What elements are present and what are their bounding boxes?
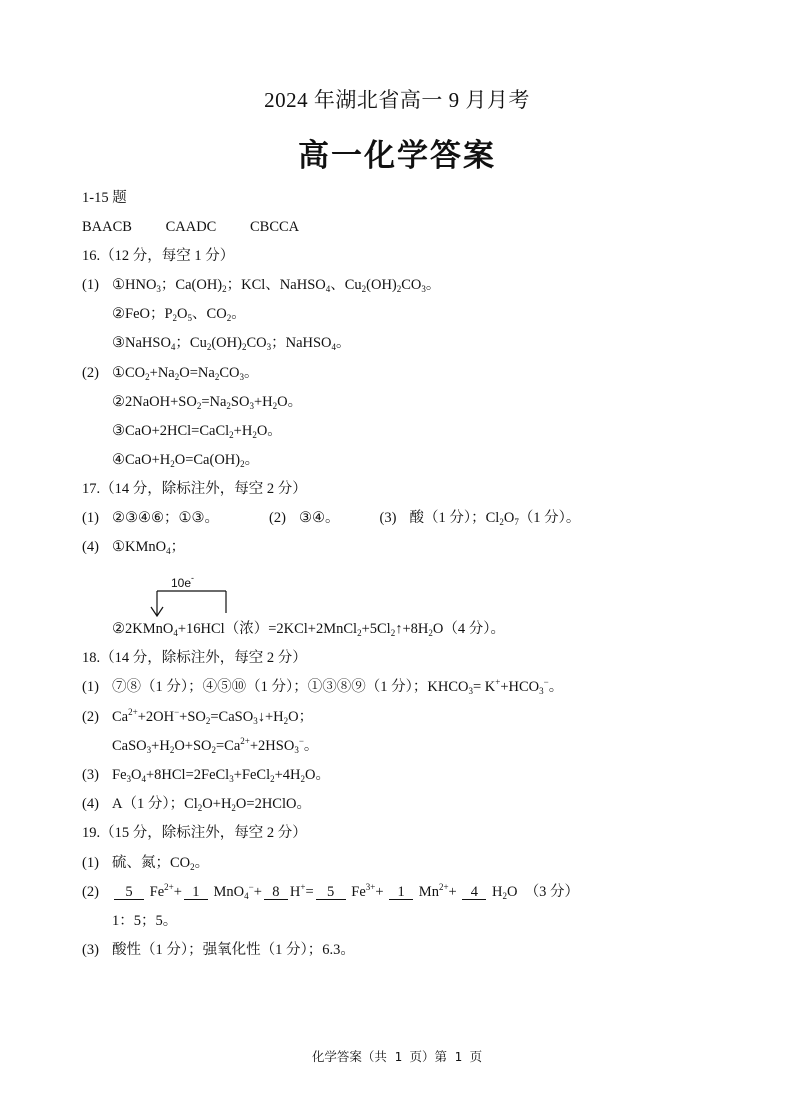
q16-part2-number: (2) [82, 365, 99, 381]
q19-part2-ratio: 1：5；5。 [112, 913, 178, 929]
q16-part2-line4: $④CaO+H_2O=Ca(OH)_2$。 [112, 452, 260, 469]
q18-part2-line2: $CaSO_3+H_2O+SO_2=Ca^{2+}+2HSO_3^-$。 [112, 736, 319, 755]
mc-group-1: BAACB [82, 219, 132, 235]
q17-part1-answer: ②③④⑥；①③。 [112, 510, 219, 526]
coefficient-blank: 8 [264, 885, 288, 900]
q19-part3 [82, 941, 355, 959]
q17-heading: 17.（14 分，除标注外，每空 2 分） [82, 481, 307, 497]
q19-part1-answer: 硫、氮；CO [112, 855, 191, 871]
mc-group-3: CBCCA [249, 219, 300, 235]
q17-part3-answer-b: （1 分）。 [518, 510, 581, 526]
q18-heading: 18.（14 分，除标注外，每空 2 分） [82, 650, 307, 666]
q17-part4-number: (4) [82, 539, 99, 555]
q19-heading: 19.（15 分，除标注外，每空 2 分） [82, 825, 307, 841]
q19-part2-score: （3 分） [524, 884, 580, 900]
q18-part1-answer: ⑦⑧（1 分）；④⑤⑩（1 分）；①③⑧⑨（1 分）；KHCO [112, 679, 469, 695]
electron-count-label: 10e- [171, 573, 195, 590]
coefficient-blank: 1 [184, 885, 208, 900]
q19-part3-number: (3) [82, 942, 99, 958]
q18-part3-number: (3) [82, 767, 99, 783]
q18-part3: (3) $Fe_3O_4+8HCl=2FeCl_3+FeCl_2+4H_2O$。 [82, 767, 330, 784]
mc-group-2: CAADC [165, 219, 217, 235]
coefficient-blank: 4 [462, 885, 486, 900]
exam-title: 2024 年湖北省高一 9 月月考 [264, 88, 530, 112]
q18-part2-line1: (2) $Ca^{2+}+2OH^-+SO_2=CaSO_3↓+H_2O$； [82, 707, 314, 726]
q17-part4-line1: (4) ①KMnO$_4$； [82, 539, 186, 556]
q17-part1-number: (1) [82, 510, 99, 526]
coefficient-blank: 5 [316, 885, 346, 900]
q18-part4-answer: A（1 分）；Cl [112, 796, 198, 812]
q17-part3-number: (3) [379, 510, 397, 526]
q18-part1: (1) ⑦⑧（1 分）；④⑤⑩（1 分）；①③⑧⑨（1 分）；$KHCO_3= K^++HCO_3^-$。 [82, 677, 564, 696]
q16-part2-line3: $③CaO+2HCl=CaCl_2+H_2O$。 [112, 423, 282, 440]
coefficient-blank: 5 [114, 885, 144, 900]
q16-part2-line1: (2) $①CO_2+Na_2O=Na_2CO_3$。 [82, 365, 259, 382]
q16-part1-line1: (1) $①HNO_3$；$Ca(OH)_2$；KCl、NaHSO$_4$、$Cu_2(OH)_2CO_3$。 [82, 277, 441, 294]
q18-part4-number: (4) [82, 796, 99, 812]
q16-part2-line2: $②2NaOH+SO_2=Na_2SO_3+H_2O$。 [112, 394, 303, 411]
page-footer: 化学答案（共 1 页）第 1 页 [311, 1049, 483, 1064]
q17-part3-answer-a: 酸（1 分）；Cl [409, 510, 500, 526]
q16-part1-number: (1) [82, 277, 99, 293]
q19-part2-number: (2) [82, 884, 99, 900]
mc-heading: 1-15 题 [82, 190, 127, 206]
q19-part3-answer: 酸性（1 分）；强氧化性（1 分）；6.3。 [112, 942, 355, 958]
q16-part1-line2: ②FeO；$P_2O_5$、$CO_2$。 [112, 306, 246, 323]
q19-part2-equation: (2) 5 $Fe^{2+}+ 1$ MnO$_4$−+ 8 H+= 5 $Fe^{3+}+ 1$ $Mn^{2+}+ 4$ $H_2O$ （3 分） [82, 882, 580, 901]
mc-answers [82, 218, 329, 236]
coefficient-blank: 1 [389, 885, 413, 900]
q17-part2-number: (2) [269, 510, 286, 526]
q19-part1-number: (1) [82, 855, 99, 871]
q18-part1-number: (1) [82, 679, 99, 695]
q19-part1: (1) 硫、氮；$CO_2$。 [82, 855, 210, 872]
q16-part1-line3: ③NaHSO$_4$；$Cu_2(OH)_2CO_3$；NaHSO$_4$。 [112, 335, 351, 352]
q16-heading: 16.（12 分，每空 1 分） [82, 248, 235, 264]
q18-part2-number: (2) [82, 709, 99, 725]
q17-part2-answer: ③④。 [299, 510, 340, 526]
q18-part4: (4) A（1 分）；$Cl_2O+H_2O=2HClO$。 [82, 796, 311, 813]
q17-part4-line2: ②2KMnO$_4$+16HCl（浓）$=2KCl+2MnCl_2+5Cl_2↑+8H_2O(4$ 分）。 [112, 621, 505, 638]
q17-parts-1-3: (1) ②③④⑥；①③。 (2) ③④。 (3) 酸（1 分）；$Cl_2O_7(1$ 分）。 [82, 510, 581, 527]
document-title: 高一化学答案 [298, 138, 496, 173]
